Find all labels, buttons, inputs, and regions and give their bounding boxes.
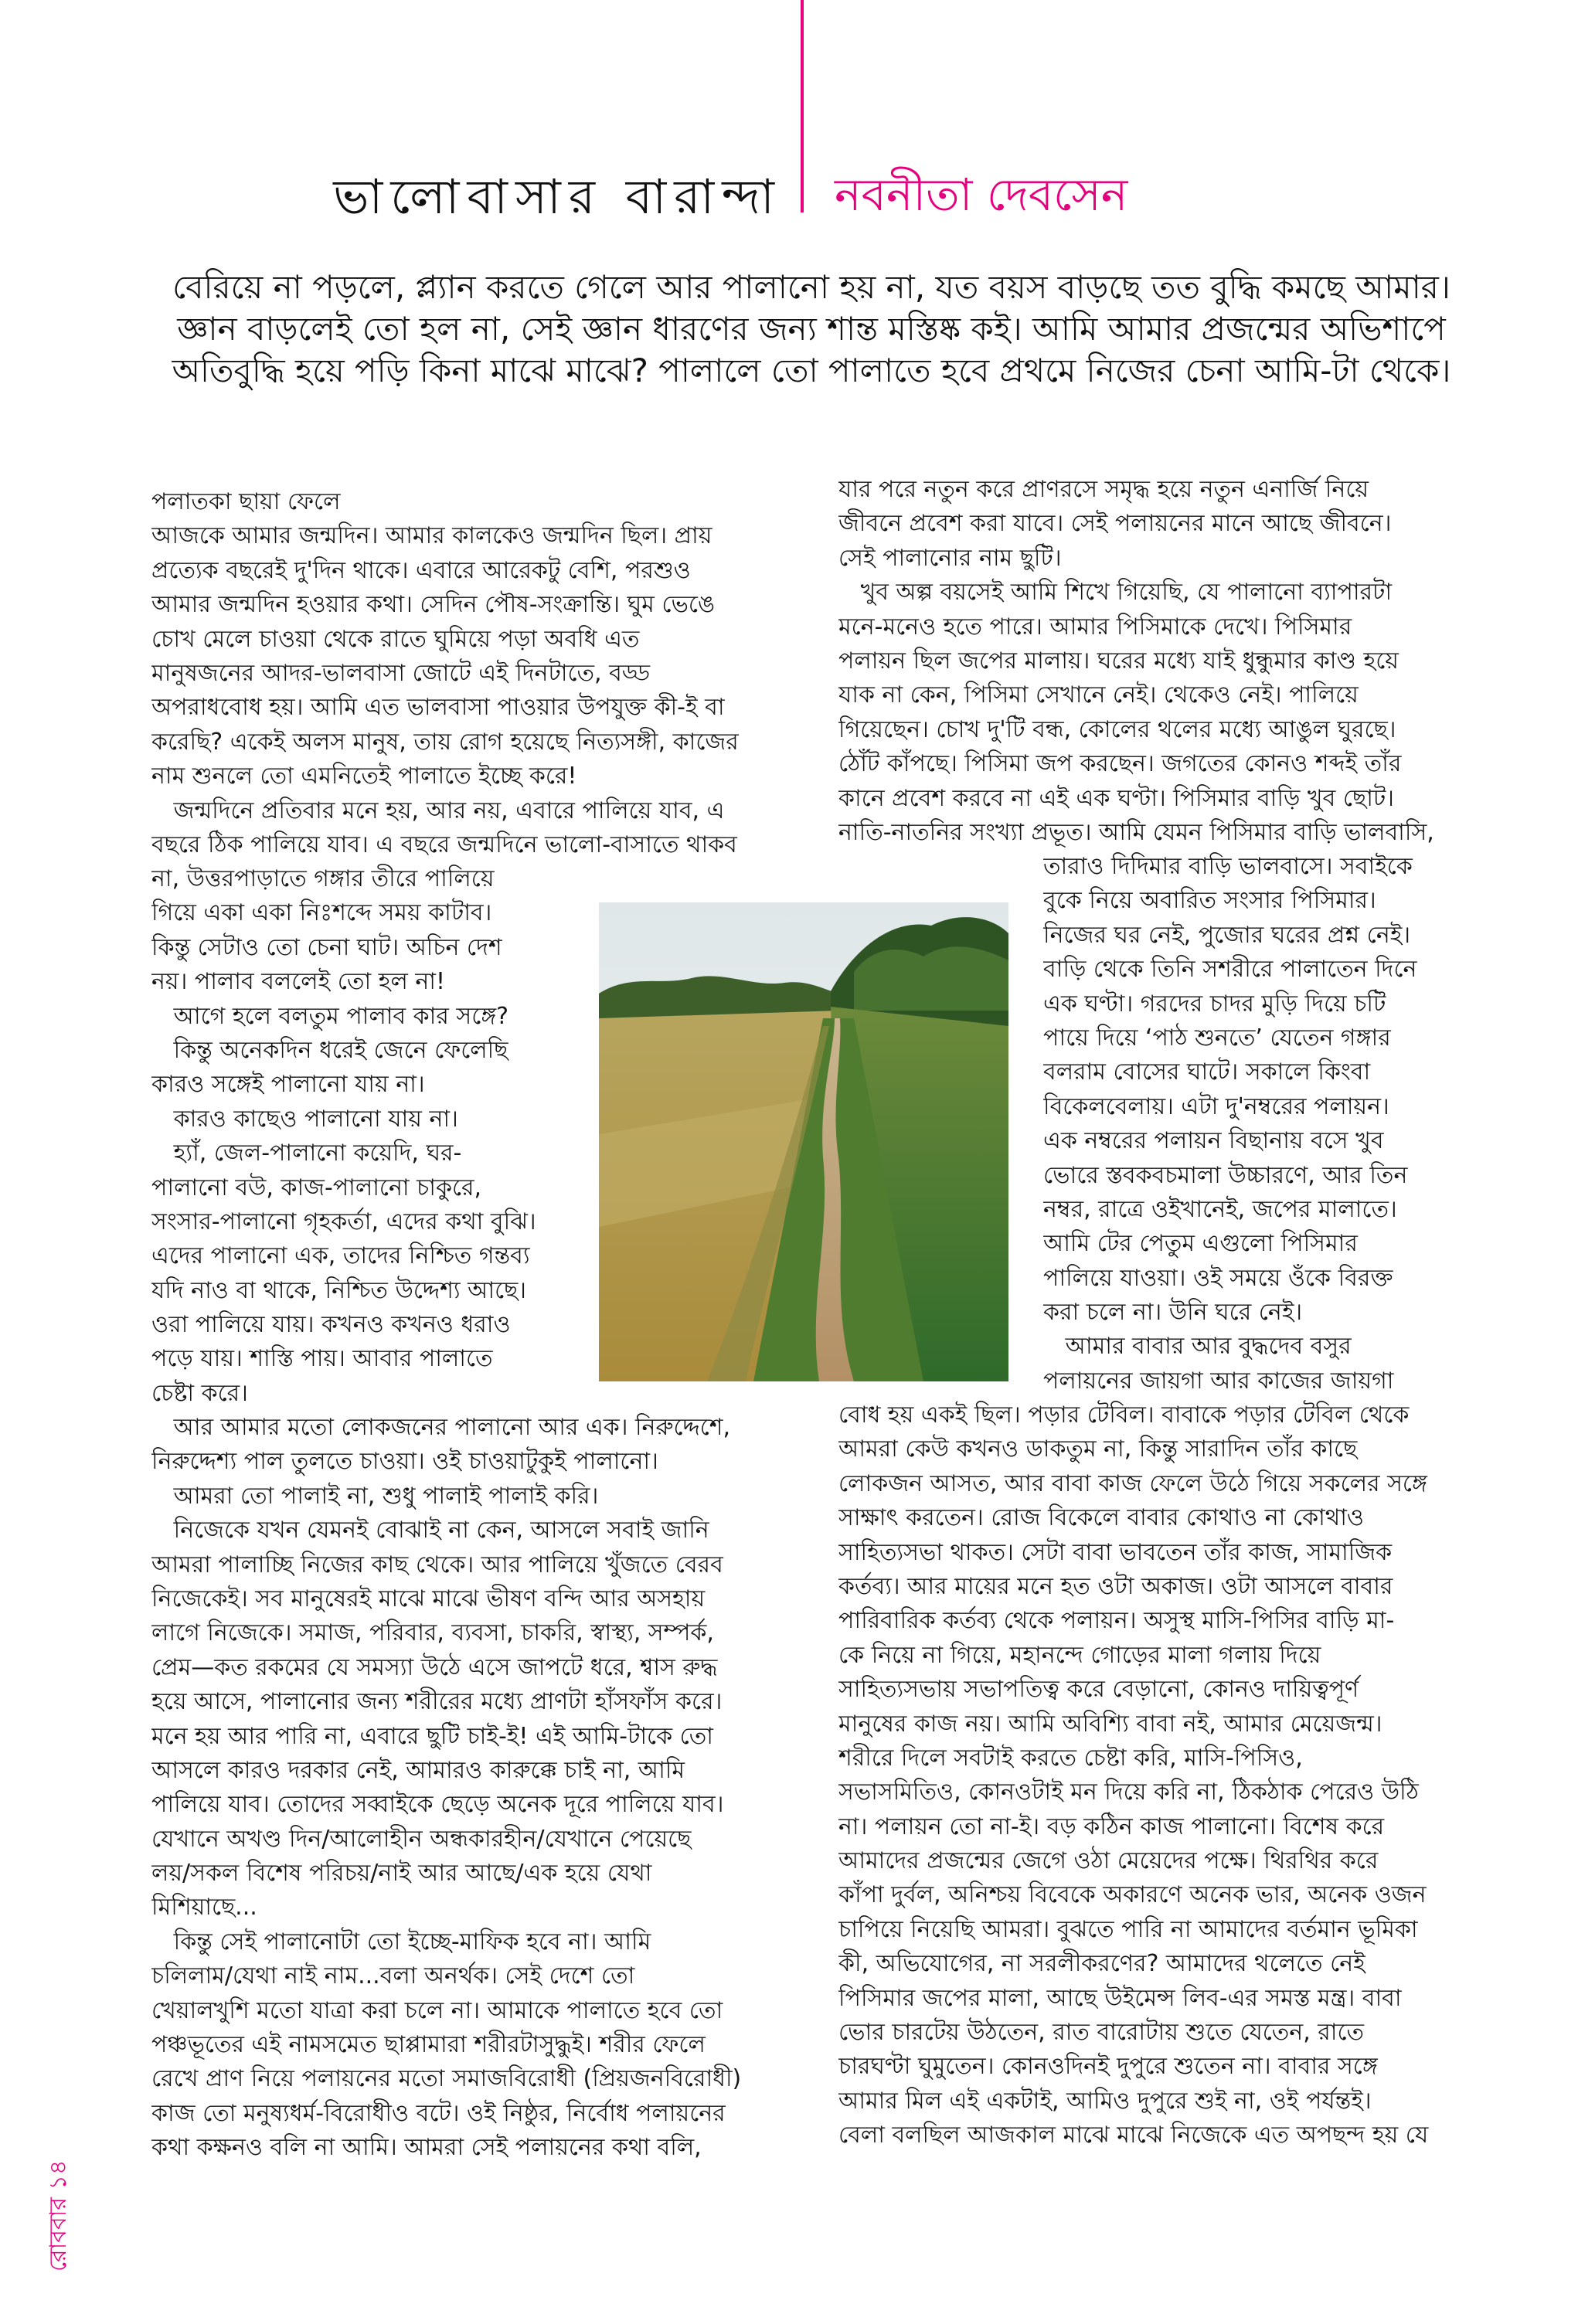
text-line: কে নিয়ে না গিয়ে, মহানন্দে গোড়ের মালা গলায় দিয়ে xyxy=(838,1641,1321,1669)
text-line: ভোর চারটেয় উঠতেন, রাত বারোটায় শুতে যেতেন, রাতে xyxy=(838,2019,1365,2047)
text-line: চলিলাম/যেথা নাই নাম...বলা অনর্থক। সেই দেশে তো xyxy=(151,1962,635,1990)
text-line: কী, অভিযোগের, না সরলীকরণের? আমাদের থলেতে নেই xyxy=(838,1950,1365,1978)
dirt-path-illustration xyxy=(599,902,1008,1381)
text-line: পিসিমার জপের মালা, আছে উইমেন্স লিব-এর সমস্ত মন্ত্র। বাবা xyxy=(838,1984,1402,2012)
text-line: পঞ্চভূতের এই নামসমেত ছাপ্পামারা শরীরটাসুদ্ধুই। শরীর ফেলে xyxy=(151,2031,706,2059)
text-line: নিজের ঘর নেই, পুজোর ঘরের প্রশ্ন নেই। xyxy=(1043,921,1411,949)
text-line: যাক না কেন, পিসিমা সেখানে নেই। থেকেও নেই। পালিয়ে xyxy=(838,681,1359,709)
right-column-bottom xyxy=(838,1398,1457,2153)
text-line: লয়/সকল বিশেষ পরিচয়/নাই আর আছে/এক হয়ে যেথা xyxy=(151,1860,652,1887)
text-line: নাম শুনলে তো এমনিতেই পালাতে ইচ্ছে করে! xyxy=(151,763,577,790)
header-divider xyxy=(801,0,804,212)
text-line: জন্মদিনে প্রতিবার মনে হয়, আর নয়, এবারে পালিয়ে যাব, এ xyxy=(151,797,725,824)
column-title: ভালোবাসার বারান্দা xyxy=(333,168,782,225)
text-line: চাপিয়ে নিয়েছি আমরা। বুঝতে পারি না আমাদের বর্তমান ভূমিকা xyxy=(838,1915,1418,1943)
text-line: আসলে কারও দরকার নেই, আমারও কারুক্কে চাই না, আমি xyxy=(151,1756,685,1784)
text-line: শরীরে দিলে সবটাই করতে চেষ্টা করি, মাসি-পিসিও, xyxy=(838,1744,1303,1772)
left-column-bottom xyxy=(151,1411,770,2166)
text-line: বাড়ি থেকে তিনি সশরীরে পালাতেন দিনে xyxy=(1043,956,1417,984)
text-line: আমার বাবার আর বুদ্ধদেব বসুর xyxy=(1043,1333,1352,1361)
text-line: নিজেকে যখন যেমনই বোঝাই না কেন, আসলে সবাই জানি xyxy=(151,1517,709,1544)
text-line: নাতি-নাতনির সংখ্যা প্রভূত। আমি যেমন পিসিমার বাড়ি ভালবাসি, xyxy=(838,818,1434,846)
text-line: পলায়ন ছিল জপের মালায়। ঘরের মধ্যে যাই ধুন্ধুমার কাণ্ড হয়ে xyxy=(838,647,1399,674)
text-line: নম্বর, রাত্রে ওইখানেই, জপের মালাতে। xyxy=(1043,1195,1397,1223)
left-column-wrap xyxy=(151,862,584,1411)
text-line: করেছি? একেই অলস মানুষ, তায় রোগ হয়েছে নিত্যসঙ্গী, কাজের xyxy=(151,728,739,756)
intro-line: অতিবুদ্ধি হয়ে পড়ি কিনা মাঝে মাঝে? পালালে তো পালাতে হবে প্রথমে নিজের চেনা আমি-টা থেকে। xyxy=(172,352,1451,389)
intro-line: বেরিয়ে না পড়লে, প্ল্যান করতে গেলে আর পালানো হয় না, যত বয়স বাড়ছে তত বুদ্ধি কমছে আমার। xyxy=(172,268,1450,306)
intro-line: জ্ঞান বাড়লেই তো হল না, সেই জ্ঞান ধারণের জন্য শান্ত মস্তিষ্ক কই। আমি আমার প্রজন্মের অভিশাপে xyxy=(177,310,1446,348)
text-line: হ্যাঁ, জেল-পালানো কয়েদি, ঘর- xyxy=(151,1140,462,1167)
text-line: আমাদের প্রজন্মের জেগে ওঠা মেয়েদের পক্ষে। থিরথির করে xyxy=(838,1847,1379,1875)
page-folio xyxy=(43,2009,74,2271)
text-line: লাগে নিজেকে। সমাজ, পরিবার, ব্যবসা, চাকরি, স্বাস্থ্য, সম্পর্ক, xyxy=(151,1619,714,1647)
text-line: মিশিয়াছে... xyxy=(151,1894,257,1921)
author-name: নবনীতা দেবসেন xyxy=(835,168,1128,221)
dirt-path-photo xyxy=(599,902,1008,1381)
text-line: আগে হলে বলতুম পালাব কার সঙ্গে? xyxy=(151,1002,509,1030)
text-line: কিন্তু সেই পালানোটা তো ইচ্ছে-মাফিক হবে না। আমি xyxy=(151,1928,651,1955)
text-line: বুকে নিয়ে অবারিত সংসার পিসিমার। xyxy=(1043,887,1376,915)
text-line: কারও সঙ্গেই পালানো যায় না। xyxy=(151,1071,425,1099)
text-line: আমার জন্মদিন হওয়ার কথা। সেদিন পৌষ-সংক্রান্তি। ঘুম ভেঙে xyxy=(151,591,715,619)
text-line: কাঁপা দুর্বল, অনিশ্চয় বিবেকে অকারণে অনেক ভার, অনেক ওজন xyxy=(838,1881,1427,1909)
text-line: নয়। পালাব বললেই তো হল না! xyxy=(151,968,445,996)
text-line: লোকজন আসত, আর বাবা কাজ ফেলে উঠে গিয়ে সকলের সঙ্গে xyxy=(838,1469,1427,1497)
text-line: আমরা তো পালাই না, শুধু পালাই পালাই করি। xyxy=(151,1482,599,1510)
text-line: পারিবারিক কর্তব্য থেকে পলায়ন। অসুস্থ মাসি-পিসির বাড়ি মা- xyxy=(838,1607,1395,1635)
text-line: পলাতকা ছায়া ফেলে xyxy=(151,488,341,515)
text-line: না, উত্তরপাড়াতে গঙ্গার তীরে পালিয়ে xyxy=(151,865,495,892)
text-line: বছরে ঠিক পালিয়ে যাব। এ বছরে জন্মদিনে ভালো-বাসাতে থাকব xyxy=(151,831,737,858)
text-line: খেয়ালখুশি মতো যাত্রা করা চলে না। আমাকে পালাতে হবে তো xyxy=(151,1996,723,2024)
intro-paragraph xyxy=(155,267,1468,392)
text-line: কর্তব্য। আর মায়ের মনে হত ওটা অকাজ। ওটা আসলে বাবার xyxy=(838,1572,1393,1600)
text-line: কথা কক্ষনও বলি না আমি। আমরা সেই পলায়নের কথা বলি, xyxy=(151,2134,702,2162)
text-line: পলায়নের জায়গা আর কাজের জায়গা xyxy=(1043,1367,1394,1395)
text-line: এক ঘণ্টা। গরদের চাদর মুড়ি দিয়ে চটি xyxy=(1043,990,1386,1018)
text-line: সংসার-পালানো গৃহকর্তা, এদের কথা বুঝি। xyxy=(151,1208,536,1235)
text-line: এক নম্বরের পলায়ন বিছানায় বসে খুব xyxy=(1043,1127,1384,1155)
text-line: আমি টের পেতুম এগুলো পিসিমার xyxy=(1043,1230,1358,1258)
text-line: প্রত্যেক বছরেই দু'দিন থাকে। এবারে আরেকটু বেশি, পরশুও xyxy=(151,556,691,584)
text-line: আর আমার মতো লোকজনের পালানো আর এক। নিরুদ্দেশে, xyxy=(151,1414,731,1441)
text-line: রেখে প্রাণ নিয়ে পলায়নের মতো সমাজবিরোধী (প্রিয়জনবিরোধী) xyxy=(151,2065,742,2093)
text-line: কানে প্রবেশ করবে না এই এক ঘণ্টা। পিসিমার বাড়ি খুব ছোট। xyxy=(838,784,1394,812)
text-line: আমরা পালাচ্ছি নিজের কাছ থেকে। আর পালিয়ে খুঁজতে বেরব xyxy=(151,1551,723,1578)
text-line: সাক্ষাৎ করতেন। রোজ বিকেলে বাবার কোথাও না কোথাও xyxy=(838,1504,1364,1532)
text-line: কারও কাছেও পালানো যায় না। xyxy=(151,1105,458,1133)
text-line: সভাসমিতিও, কোনওটাই মন দিয়ে করি না, ঠিকঠাক পেরেও উঠি xyxy=(838,1779,1419,1806)
right-column-top xyxy=(838,473,1457,850)
right-column-wrap xyxy=(1043,850,1461,1398)
text-line: যার পরে নতুন করে প্রাণরসে সমৃদ্ধ হয়ে নতুন এনার্জি নিয়ে xyxy=(838,476,1369,503)
text-line: পালিয়ে যাওয়া। ওই সময়ে ওঁকে বিরক্ত xyxy=(1043,1264,1393,1292)
text-line: চোখ মেলে চাওয়া থেকে রাতে ঘুমিয়ে পড়া অবধি এত xyxy=(151,625,640,653)
text-line: জীবনে প্রবেশ করা যাবে। সেই পলায়নের মানে আছে জীবনে। xyxy=(838,510,1392,538)
text-line: করা চলে না। উনি ঘরে নেই। xyxy=(1043,1299,1303,1327)
text-line: হয়ে আসে, পালানোর জন্য শরীরের মধ্যে প্রাণটা হাঁসফাঁস করে। xyxy=(151,1688,723,1716)
text-line: কিন্তু সেটাও তো চেনা ঘাট। অচিন দেশ xyxy=(151,933,502,961)
text-line: বেলা বলছিল আজকাল মাঝে মাঝে নিজেকে এত অপছন্দ হয় যে xyxy=(838,2122,1429,2149)
text-line: বিকেলবেলায়। এটা দু'নম্বরের পলায়ন। xyxy=(1043,1092,1389,1120)
text-line: মানুষের কাজ নয়। আমি অবিশ্যি বাবা নই, আমার মেয়েজন্ম। xyxy=(838,1710,1382,1738)
text-line: ঠোঁট কাঁপছে। পিসিমা জপ করছেন। জগতের কোনও শব্দই তাঁর xyxy=(838,750,1402,778)
text-line: পায়ে দিয়ে ‘পাঠ শুনতে’ যেতেন গঙ্গার xyxy=(1043,1024,1391,1052)
text-line: ভোরে স্তবকবচমালা উচ্চারণে, আর তিন xyxy=(1043,1161,1408,1189)
text-line: বোধ হয় একই ছিল। পড়ার টেবিল। বাবাকে পড়ার টেবিল থেকে xyxy=(838,1402,1410,1429)
text-line: পালানো বউ, কাজ-পালানো চাকুরে, xyxy=(151,1174,482,1201)
text-line: আমরা কেউ কখনও ডাকতুম না, কিন্তু সারাদিন তাঁর কাছে xyxy=(838,1436,1358,1463)
text-line: কিন্তু অনেকদিন ধরেই জেনে ফেলেছি xyxy=(151,1036,508,1064)
text-line: গিয়েছেন। চোখ দু'টি বন্ধ, কোলের থলের মধ্যে আঙুল ঘুরছে। xyxy=(838,715,1396,743)
text-line: চেষ্টা করে। xyxy=(151,1379,248,1407)
text-line: তারাও দিদিমার বাড়ি ভালবাসে। সবাইকে xyxy=(1043,853,1413,880)
folio-text: রোববার ১৪ xyxy=(45,2159,72,2271)
text-line: নিজেকেই। সব মানুষেরই মাঝে মাঝে ভীষণ বন্দি আর অসহায় xyxy=(151,1585,706,1612)
text-line: পালিয়ে যাব। তোদের সব্বাইকে ছেড়ে অনেক দূরে পালিয়ে যাব। xyxy=(151,1791,724,1819)
text-line: সাহিত্যসভায় সভাপতিত্ব করে বেড়ানো, কোনও দায়িত্বপূর্ণ xyxy=(838,1676,1359,1704)
text-line: অপরাধবোধ হয়। আমি এত ভালবাসা পাওয়ার উপযুক্ত কী-ই বা xyxy=(151,694,725,722)
text-line: সেই পালানোর নাম ছুটি। xyxy=(838,544,1062,572)
text-line: মনে-মনেও হতে পারে। আমার পিসিমাকে দেখে। পিসিমার xyxy=(838,613,1352,640)
text-line: মনে হয় আর পারি না, এবারে ছুটি চাই-ই! এই আমি-টাকে তো xyxy=(151,1722,713,1750)
left-column-top xyxy=(151,485,770,862)
text-line: না। পলায়ন তো না-ই। বড় কঠিন কাজ পালানো। বিশেষ করে xyxy=(838,1813,1385,1840)
text-line: খুব অল্প বয়সেই আমি শিখে গিয়েছি, যে পালানো ব্যাপারটা xyxy=(838,579,1393,606)
text-line: কাজ তো মনুষ্যধর্ম-বিরোধীও বটে। ওই নিষ্ঠুর, নির্বোধ পলায়নের xyxy=(151,2099,726,2127)
text-line: এদের পালানো এক, তাদের নিশ্চিত গন্তব্য xyxy=(151,1242,530,1270)
text-line: ওরা পালিয়ে যায়। কখনও কখনও ধরাও xyxy=(151,1311,511,1339)
text-line: গিয়ে একা একা নিঃশব্দে সময় কাটাব। xyxy=(151,899,492,927)
text-line: প্রেম—কত রকমের যে সমস্যা উঠে এসে জাপটে ধরে, শ্বাস রুদ্ধ xyxy=(151,1653,718,1681)
text-line: আমার মিল এই একটাই, আমিও দুপুরে শুই না, ওই পর্যন্তই। xyxy=(838,2087,1372,2115)
text-line: নিরুদ্দেশ্য পাল তুলতে চাওয়া। ওই চাওয়াটুকুই পালানো। xyxy=(151,1448,658,1476)
text-line: যদি নাও বা থাকে, নিশ্চিত উদ্দেশ্য আছে। xyxy=(151,1276,527,1304)
text-line: মানুষজনের আদর-ভালবাসা জোটে এই দিনটাতে, বড্ড xyxy=(151,659,650,687)
text-line: বলরাম বোসের ঘাটে। সকালে কিংবা xyxy=(1043,1058,1371,1086)
text-line: পড়ে যায়। শাস্তি পায়। আবার পালাতে xyxy=(151,1345,493,1373)
text-line: চারঘণ্টা ঘুমুতেন। কোনওদিনই দুপুরে শুতেন না। বাবার সঙ্গে xyxy=(838,2053,1378,2081)
text-line: যেখানে অখণ্ড দিন/আলোহীন অন্ধকারহীন/যেখানে পেয়েছে xyxy=(151,1825,692,1853)
text-line: আজকে আমার জন্মদিন। আমার কালকেও জন্মদিন ছিল। প্রায় xyxy=(151,522,712,550)
text-line: সাহিত্যসভা থাকত। সেটা বাবা ভাবতেন তাঁর কাজ, সামাজিক xyxy=(838,1538,1393,1566)
